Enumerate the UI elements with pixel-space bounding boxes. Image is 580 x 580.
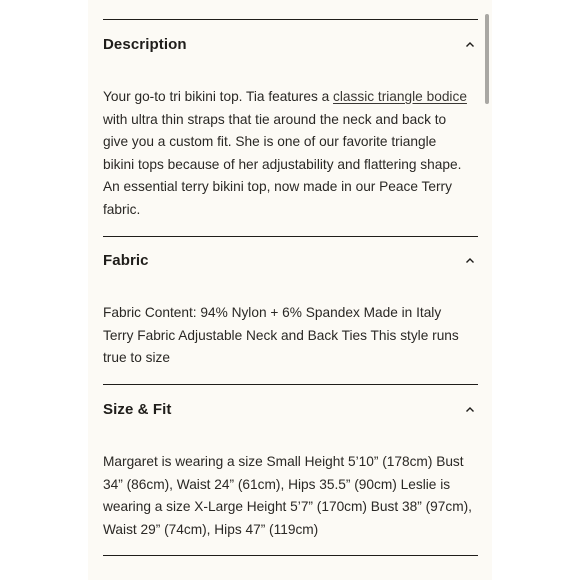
text-line: 34” (86cm), Waist 24” (61cm), Hips 35.5” (90cm) Leslie is [103,476,451,492]
text-line: Fabric Content: 94% Nylon + 6% Spandex Made in Italy [103,305,442,320]
text-line: Your go-to tri bikini top. Tia features a classic triangle bodice [103,89,467,104]
text-line: Waist 29” (74cm), Hips 47” (119cm) [103,521,319,537]
scrollbar-thumb[interactable] [485,14,489,104]
text-line: give you a custom fit. She is one of our favorite triangle [103,134,437,150]
text-line: wearing a size X-Large Height 5’7” (170cm) Bust 38” (97cm), [103,499,472,515]
section-title: Size & Fit [103,400,172,418]
section-title: Fabric [103,251,149,269]
text-line: bikini tops because of her adjustability and flattering shape. [103,156,462,172]
text-line: fabric. [103,201,141,217]
section-body-fabric [103,302,478,370]
divider [103,236,478,237]
divider [103,19,478,20]
section-title: Description [103,35,187,53]
chevron-up-icon[interactable] [462,252,478,268]
classic-triangle-bodice-link[interactable]: classic triangle bodice [333,89,467,104]
chevron-up-icon[interactable] [462,401,478,417]
accordion-header-description[interactable] [103,32,478,56]
divider [103,384,478,385]
text-line: with ultra thin straps that tie around the neck and back to [103,111,447,127]
chevron-up-icon[interactable] [462,36,478,52]
text-line: true to size [103,350,170,366]
section-body-size-fit [103,451,478,541]
text-line: Terry Fabric Adjustable Neck and Back Ties This style runs [103,327,459,343]
accordion-header-size-fit[interactable] [103,397,478,421]
divider [103,555,478,556]
accordion-header-fabric[interactable] [103,248,478,272]
section-body-description [103,86,478,222]
text-line: Margaret is wearing a size Small Height 5’10” (178cm) Bust [103,454,464,469]
text-line: An essential terry bikini top, now made in our Peace Terry [103,179,452,195]
